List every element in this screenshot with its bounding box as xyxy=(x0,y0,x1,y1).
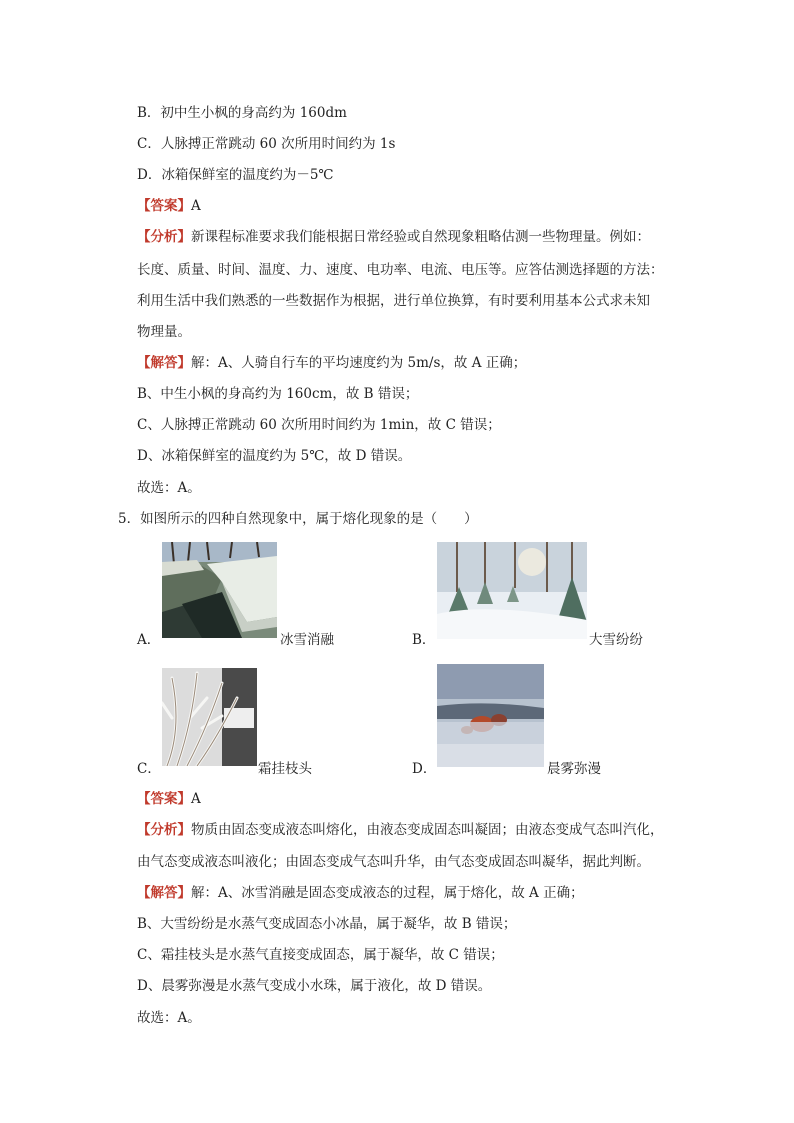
q4-option-b: B．初中生小枫的身高约为 160dm xyxy=(137,105,347,121)
analysis-tag: 【分析】 xyxy=(137,822,191,838)
q4-solution-line-4: D、冰箱保鲜室的温度约为 5℃，故 D 错误。 xyxy=(137,448,412,464)
solution-text: 解：A、冰雪消融是固态变成液态的过程，属于熔化，故 A 正确； xyxy=(191,885,584,901)
q5-answer xyxy=(137,790,201,808)
q5-analysis-line-1 xyxy=(137,821,664,839)
q5-solution-line-4: D、晨雾弥漫是水蒸气变成小水珠，属于液化，故 D 错误。 xyxy=(137,978,492,994)
image-heavy-snow xyxy=(437,542,587,639)
q5-question: 5．如图所示的四种自然现象中，属于熔化现象的是（ ） xyxy=(118,511,478,527)
q5-option-d-letter: D． xyxy=(412,761,437,777)
q4-analysis-line-2: 长度、质量、时间、温度、力、速度、电功率、电流、电压等。应答估测选择题的方法： xyxy=(137,262,664,278)
answer-tag: 【答案】 xyxy=(137,791,191,807)
q4-solution-line-1 xyxy=(137,354,526,372)
image-morning-fog xyxy=(437,664,544,767)
q4-solution-line-2: B、中生小枫的身高约为 160cm，故 B 错误； xyxy=(137,386,419,402)
solution-tag: 【解答】 xyxy=(137,355,191,371)
answer-value: A xyxy=(191,791,201,807)
q5-solution-line-3: C、霜挂枝头是水蒸气直接变成固态，属于凝华，故 C 错误； xyxy=(137,947,504,963)
q5-option-c-letter: C． xyxy=(137,761,161,777)
q5-choose: 故选：A。 xyxy=(137,1010,201,1026)
answer-value: A xyxy=(191,198,201,214)
q5-option-b-letter: B． xyxy=(412,632,436,648)
q5-option-c-caption: 霜挂枝头 xyxy=(258,761,312,777)
image-melting-snow xyxy=(162,542,277,638)
q5-option-a-caption: 冰雪消融 xyxy=(280,632,334,648)
q4-option-c: C．人脉搏正常跳动 60 次所用时间约为 1s xyxy=(137,136,396,152)
q5-option-b-caption: 大雪纷纷 xyxy=(589,632,643,648)
q4-analysis-line-3: 利用生活中我们熟悉的一些数据作为根据，进行单位换算，有时要利用基本公式求未知 xyxy=(137,293,650,309)
answer-tag: 【答案】 xyxy=(137,198,191,214)
analysis-text: 新课程标准要求我们能根据日常经验或自然现象粗略估测一些物理量。例如： xyxy=(191,229,650,245)
solution-text: 解：A、人骑自行车的平均速度约为 5m/s，故 A 正确； xyxy=(191,355,527,371)
q4-choose: 故选：A。 xyxy=(137,480,201,496)
q5-analysis-line-2: 由气态变成液态叫液化；由固态变成气态叫升华，由气态变成固态叫凝华，据此判断。 xyxy=(137,854,650,870)
q4-option-d: D．冰箱保鲜室的温度约为－5℃ xyxy=(137,167,334,183)
q4-answer xyxy=(137,197,201,215)
q4-analysis-line-1 xyxy=(137,228,650,246)
q5-option-a-letter: A． xyxy=(137,632,161,648)
q4-solution-line-3: C、人脉搏正常跳动 60 次所用时间约为 1min，故 C 错误； xyxy=(137,417,501,433)
q4-analysis-line-4: 物理量。 xyxy=(137,324,191,340)
image-frost-branches xyxy=(162,668,257,766)
q5-option-d-caption: 晨雾弥漫 xyxy=(547,761,601,777)
solution-tag: 【解答】 xyxy=(137,885,191,901)
analysis-text: 物质由固态变成液态叫熔化，由液态变成固态叫凝固；由液态变成气态叫汽化， xyxy=(191,822,664,838)
analysis-tag: 【分析】 xyxy=(137,229,191,245)
q5-solution-line-2: B、大雪纷纷是水蒸气变成固态小冰晶，属于凝华，故 B 错误； xyxy=(137,916,517,932)
q5-solution-line-1 xyxy=(137,884,584,902)
